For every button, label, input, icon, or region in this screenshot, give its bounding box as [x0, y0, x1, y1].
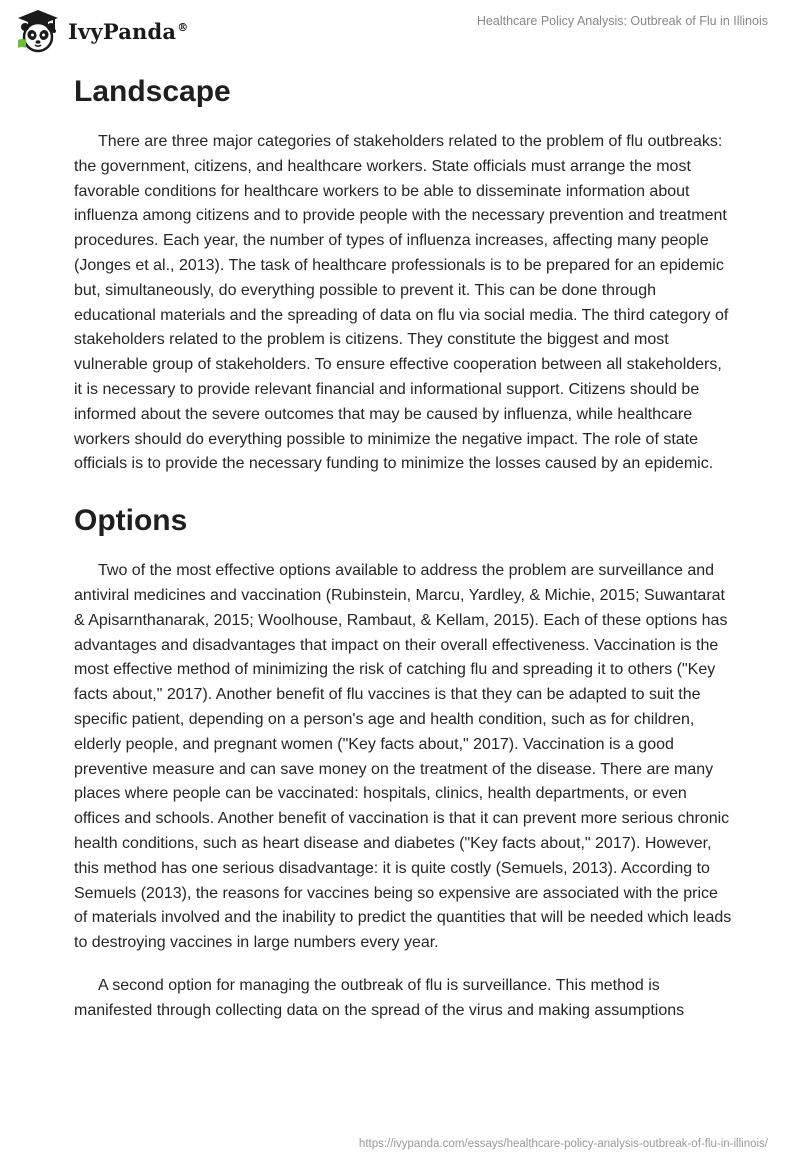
running-title: Healthcare Policy Analysis: Outbreak of Flu in Illinois — [476, 14, 768, 28]
section-landscape — [74, 72, 734, 477]
brand-name: IvyPanda® — [68, 18, 189, 44]
section-options — [74, 501, 734, 1023]
section-heading: Landscape — [74, 75, 231, 108]
section-heading: Options — [74, 504, 188, 538]
brand-logo[interactable] — [14, 8, 188, 54]
paragraph: Two of the most effective options available to address the problem are surveillance and antiviral medicines and vaccination (Rubinstein, Marcu, Yardley, & Michie, 2015; Suwantarat & Apisarnthanarak, 2015; Woolhouse, Rambaut, & Kellam, 2015). Each of these options has advantages and disadvantages that impact on their overall effectiveness. Vaccination is the most effective method of minimizing the risk of catching flu and spreading it to others ("Key facts about," 2017). Another benefit of flu vaccines is that they can be adapted to suit the specific patient, depending on a person's age and health condition, such as for children, elderly people, and pregnant women ("Key facts about," 2017). Vaccination is a good preventive measure and can save money on the treatment of the disease. There are many places where people can be vaccinated: hospitals, clinics, health departments, or even offices and schools. Another benefit of vaccination is that it can prevent more serious chronic health conditions, such as heart disease and diabetes ("Key facts about," 2017). However, this method has one serious disadvantage: it is quite costly (Semuels, 2013). According to Semuels (2013), the reasons for vaccines being so expensive are associated with the price of materials involved and the inability to predict the quantities that will be needed which leads to destroying vaccines in large numbers every year. — [74, 562, 732, 952]
panda-logo-icon — [14, 8, 62, 54]
source-url-link[interactable]: https://ivypanda.com/essays/healthcare-policy-analysis-outbreak-of-flu-in-illinois/ — [358, 1138, 768, 1150]
paragraph: There are three major categories of stakeholders related to the problem of flu outbreaks: the government, citizens, and healthcare workers. State officials must arrange the most favorable conditions for healthcare workers to be able to disseminate information about influenza among citizens and to provide people with the necessary prevention and treatment procedures. Each year, the number of types of influenza increases, affecting many people (Jonges et al., 2013). The task of healthcare professionals is to be prepared for an epidemic but, simultaneously, do everything possible to prevent it. This can be done through educational materials and the spreading of data on flu via social media. The third category of stakeholders related to the problem is citizens. They constitute the biggest and most vulnerable group of stakeholders. To ensure effective cooperation between all stakeholders, it is necessary to provide relevant financial and informational support. Citizens should be informed about the severe outcomes that may be caused by influenza, while healthcare workers should do everything possible to minimize the negative impact. The role of state officials is to provide the necessary funding to minimize the losses caused by an epidemic. — [74, 133, 729, 473]
paragraph: A second option for managing the outbreak of flu is surveillance. This method is manifested through collecting data on the spread of the virus and making assumptions — [74, 976, 685, 1019]
page-header — [0, 0, 800, 64]
essay-body — [74, 70, 734, 1042]
registered-mark: ® — [177, 20, 189, 34]
